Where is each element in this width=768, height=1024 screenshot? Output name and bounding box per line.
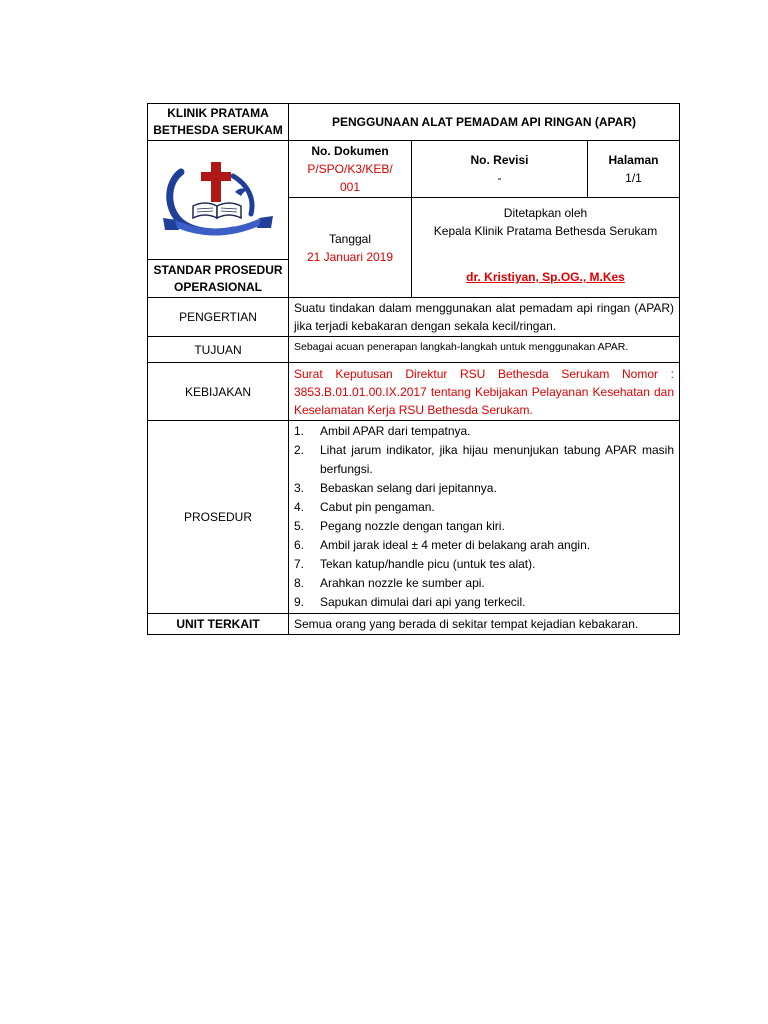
step-text: Lihat jarum indikator, jika hijau menunjukan tabung APAR masih berfungsi. (320, 443, 674, 476)
pengertian-label: PENGERTIAN (148, 298, 289, 337)
step-number: 2. (294, 443, 305, 457)
revision-cell: No. Revisi - (412, 141, 588, 198)
prosedur-step (294, 422, 674, 441)
clinic-name: KLINIK PRATAMA BETHESDA SERUKAM (148, 104, 289, 141)
date-cell: Tanggal 21 Januari 2019 (289, 198, 412, 298)
prosedur-list-cell (289, 421, 680, 614)
prosedur-step (294, 441, 674, 479)
step-number: 7. (294, 557, 305, 571)
pengertian-text: Suatu tindakan dalam menggunakan alat pemadam api ringan (APAR) jika terjadi kebakaran dengan sekala kecil/ringan. (289, 298, 680, 337)
prosedur-step (294, 498, 674, 517)
step-number: 5. (294, 519, 305, 533)
prosedur-step (294, 555, 674, 574)
step-text: Ambil APAR dari tempatnya. (320, 424, 471, 438)
step-text: Bebaskan selang dari jepitannya. (320, 481, 497, 495)
step-number: 9. (294, 595, 305, 609)
doc-number-cell: No. Dokumen P/SPO/K3/KEB/ 001 (289, 141, 412, 198)
step-number: 8. (294, 576, 305, 590)
step-number: 6. (294, 538, 305, 552)
date-value: 21 Januari 2019 (306, 249, 394, 264)
step-number: 4. (294, 500, 305, 514)
step-text: Cabut pin pengaman. (320, 500, 435, 514)
document-title: PENGGUNAAN ALAT PEMADAM API RINGAN (APAR) (289, 104, 680, 141)
revision-value: - (497, 171, 502, 185)
step-text: Ambil jarak ideal ± 4 meter di belakang arah angin. (320, 538, 591, 552)
tujuan-text: Sebagai acuan penerapan langkah-langkah untuk menggunakan APAR. (289, 337, 680, 363)
logo-cell (148, 141, 289, 260)
tujuan-label: TUJUAN (148, 337, 289, 363)
doc-number-value: P/SPO/K3/KEB/ 001 (307, 162, 393, 194)
prosedur-step (294, 536, 674, 555)
kebijakan-label: KEBIJAKAN (148, 363, 289, 421)
step-number: 1. (294, 424, 305, 438)
sop-table (147, 103, 680, 635)
prosedur-steps (294, 422, 674, 612)
sop-label: STANDAR PROSEDUR OPERASIONAL (148, 260, 289, 298)
step-number: 3. (294, 481, 305, 495)
clinic-logo-icon (159, 160, 277, 240)
approval-cell: Ditetapkan oleh Kepala Klinik Pratama Bethesda Serukam dr. Kristiyan, Sp.OG., M.Kes (412, 198, 680, 298)
step-text: Arahkan nozzle ke sumber api. (320, 576, 485, 590)
prosedur-step (294, 574, 674, 593)
step-text: Tekan katup/handle picu (untuk tes alat). (320, 557, 536, 571)
step-text: Pegang nozzle dengan tangan kiri. (320, 519, 505, 533)
unit-terkait-text: Semua orang yang berada di sekitar tempat kejadian kebakaran. (289, 614, 680, 635)
approver-name: dr. Kristiyan, Sp.OG., M.Kes (466, 270, 625, 284)
page-cell: Halaman 1/1 (588, 141, 680, 198)
prosedur-step (294, 593, 674, 612)
kebijakan-text: Surat Keputusan Direktur RSU Bethesda Serukam Nomor : 3853.B.01.01.00.IX.2017 tentang Kebijakan Pelayanan Kesehatan dan Keselamatan Kerja RSU Bethesda Serukam. (289, 363, 680, 421)
prosedur-step (294, 517, 674, 536)
page-value: 1/1 (625, 171, 642, 185)
prosedur-label: PROSEDUR (148, 421, 289, 614)
prosedur-step (294, 479, 674, 498)
unit-terkait-label: UNIT TERKAIT (148, 614, 289, 635)
step-text: Sapukan dimulai dari api yang terkecil. (320, 595, 526, 609)
